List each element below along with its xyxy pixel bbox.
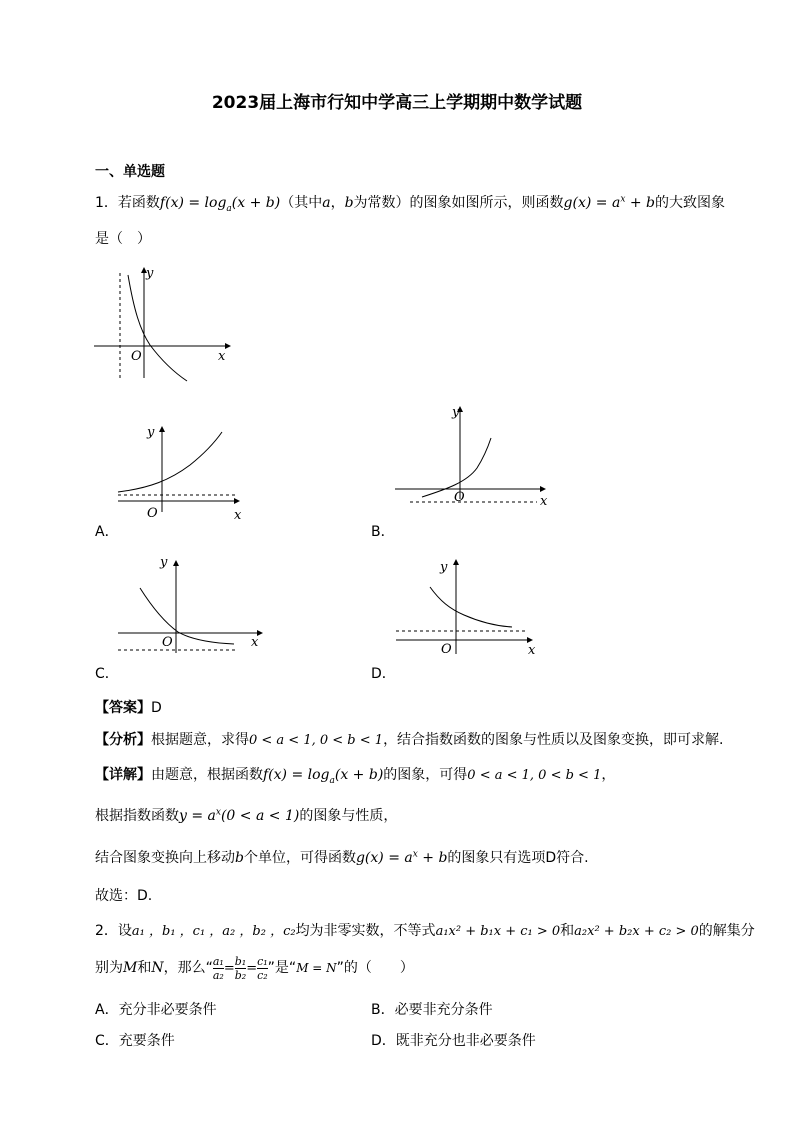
q2-option-b[interactable] [371, 999, 493, 1019]
detail-math: $g(x) = a^x + b$ [355, 849, 448, 866]
q2-stem-line2 [95, 951, 414, 986]
q2-math: N [151, 960, 164, 976]
detail-text: 的图象只有选项D符合. [447, 850, 589, 866]
q1-var: b [344, 195, 354, 211]
option-text: 必要非充分条件 [394, 1002, 493, 1018]
q1-option-a-graph [110, 420, 260, 525]
detail-text: 根据指数函数 [95, 808, 179, 824]
q2-option-d[interactable] [371, 1030, 536, 1050]
answer-value: D [151, 700, 162, 716]
q1-g-expr: $g(x) = a^x + b$ [563, 194, 655, 211]
option-text: 充分非必要条件 [118, 1002, 217, 1018]
option-label: C． [95, 1033, 119, 1049]
axis-label-y: y [440, 560, 448, 575]
q1-option-b-label[interactable]: B． [371, 524, 395, 540]
detail-text: 由题意，根据函数 [151, 767, 263, 783]
q2-stem [95, 920, 755, 940]
q2-stem-text: 别为 [95, 960, 123, 976]
equals-sign: = [246, 961, 258, 976]
q2-option-a[interactable] [95, 999, 217, 1019]
fraction-b: $\frac{\text{b₁}}{\text{b₂}}$ [234, 954, 247, 982]
q1-stem [95, 192, 725, 214]
option-text: 既非充分也非必要条件 [395, 1033, 536, 1049]
detail-math: b [235, 850, 244, 866]
q1-answer [95, 697, 162, 717]
q2-stem-text: 和 [560, 923, 575, 939]
q1-analysis [95, 729, 724, 749]
axis-label-x: x [218, 349, 226, 364]
q1-option-b-graph [392, 402, 562, 512]
detail-tag: 【详解】 [95, 767, 151, 783]
detail-math: 0 < a < 1, 0 < b < 1 [467, 768, 602, 783]
q1-f-expr: $f(x) = \log_a(x + b)$ [159, 195, 281, 214]
q1-stem-text: 为常数）的图象如图所示，则函数 [353, 195, 564, 211]
q2-math: a₁ ，b₁ ，c₁ ，a₂ ，b₂ ，c₂ [131, 924, 296, 939]
q1-given-graph [90, 265, 240, 395]
q1-option-d-graph [392, 555, 552, 660]
axis-label-y: y [452, 405, 460, 420]
origin-label: O [131, 349, 142, 364]
q1-detail-line1 [95, 764, 615, 786]
q2-math: M = N [296, 961, 337, 975]
q1-var: a [322, 195, 331, 211]
origin-label: O [147, 506, 158, 521]
q1-conclusion: 故选：D. [95, 888, 153, 904]
page-title: 2023届上海市行知中学高三上学期期中数学试题 [211, 93, 583, 113]
option-text: 充要条件 [118, 1033, 175, 1049]
axis-label-y: y [146, 266, 154, 281]
axis-label-x: x [234, 508, 242, 523]
q2-math: a₁x² + b₁x + c₁ > 0 [435, 924, 561, 939]
q2-stem-text: 均为非零实数，不等式 [295, 923, 436, 939]
q1-stem-text: 若函数 [117, 195, 160, 211]
analysis-math: 0 < a < 1, 0 < b < 1 [249, 733, 384, 748]
q2-stem-text: ，那么“ [163, 960, 213, 976]
fraction-a: $\frac{\text{a₁}}{\text{a₂}}$ [212, 954, 224, 982]
option-label: D． [371, 1033, 396, 1049]
detail-text: ， [601, 767, 616, 783]
detail-text: 结合图象变换向上移动 [95, 850, 235, 866]
detail-text: 的图象与性质， [299, 808, 398, 824]
q2-stem-text: ”的（ ） [336, 960, 414, 976]
q1-option-c-label[interactable]: C． [95, 666, 119, 682]
axis-label-x: x [528, 643, 536, 658]
q2-math: a₂x² + b₂x + c₂ > 0 [574, 924, 699, 939]
detail-math: $y = a^x(0 < a < 1)$ [179, 807, 300, 824]
axis-label-y: y [160, 555, 168, 570]
detail-text: 的图象，可得 [383, 767, 468, 783]
q1-option-c-graph [112, 552, 272, 662]
axis-label-x: x [540, 494, 548, 509]
axis-label-y: y [147, 425, 155, 440]
q2-stem-text: ”是“ [267, 960, 297, 976]
detail-math: $f(x) = \log_a(x + b)$ [263, 767, 384, 786]
q2-stem-text: 设 [117, 923, 132, 939]
answer-tag: 【答案】 [95, 700, 151, 716]
fraction-c: $\frac{\text{c₁}}{\text{c₂}}$ [257, 954, 268, 982]
q1-stem-text: （其中 [280, 195, 323, 211]
q1-stem-text: ， [330, 195, 345, 211]
q1-option-a-label[interactable]: A． [95, 524, 119, 540]
q1-stem-line2: 是（ ） [95, 231, 151, 247]
origin-label: O [441, 642, 452, 657]
section-heading: 一、单选题 [95, 164, 165, 180]
q1-number: 1． [95, 195, 118, 211]
q1-detail-line3 [95, 847, 589, 867]
analysis-tag: 【分析】 [95, 732, 151, 748]
analysis-text: 根据题意，求得 [151, 732, 249, 748]
option-label: A． [95, 1002, 119, 1018]
q1-detail-line2 [95, 805, 397, 825]
q1-stem-text: 的大致图象 [654, 195, 725, 211]
q2-option-c[interactable] [95, 1030, 175, 1050]
origin-label: O [454, 490, 465, 505]
q2-stem-text: 和 [137, 960, 152, 976]
detail-text: 个单位，可得函数 [243, 850, 356, 866]
equals-sign: = [223, 961, 235, 976]
analysis-text: ，结合指数函数的图象与性质以及图象变换，即可求解. [383, 732, 724, 748]
option-label: B． [371, 1002, 395, 1018]
q2-number: 2． [95, 923, 118, 939]
origin-label: O [162, 635, 173, 650]
q2-stem-text: 的解集分 [698, 923, 755, 939]
q1-option-d-label[interactable]: D． [371, 666, 396, 682]
axis-label-x: x [251, 635, 259, 650]
q2-math: M [123, 960, 138, 976]
